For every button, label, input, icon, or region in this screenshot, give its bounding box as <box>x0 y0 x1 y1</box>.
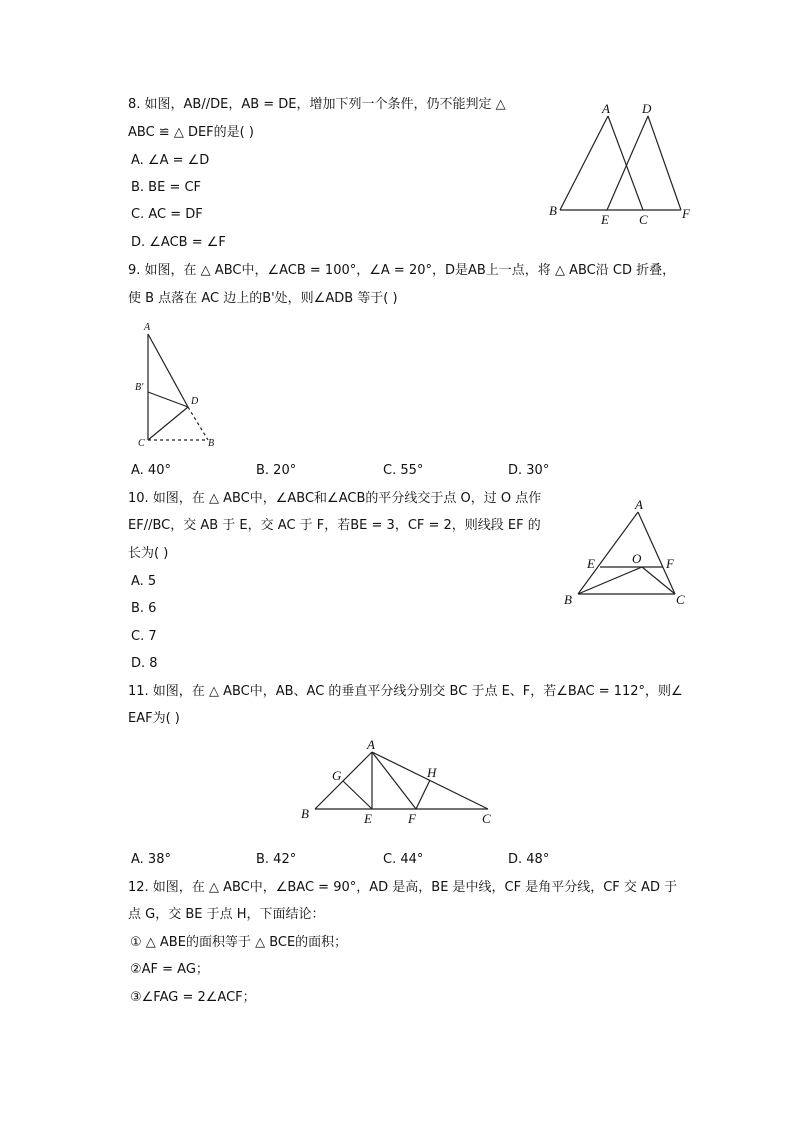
q12-conclusion-3: ③∠FAG = 2∠ACF； <box>130 990 256 1005</box>
q10-option-d: D. 8 <box>131 656 158 671</box>
q10-option-b: B. 6 <box>131 601 157 616</box>
q10-stem-line3: 长为( ) <box>128 546 169 561</box>
q9-option-a: A. 40° <box>131 463 171 478</box>
q11-figure <box>298 734 498 829</box>
q8-stem-line1: 8. 如图，AB//DE，AB = DE，增加下列一个条件，仍不能判定 △ <box>128 97 506 112</box>
q11-stem-line1: 11. 如图，在 △ ABC中，AB、AC 的垂直平分线分别交 BC 于点 E、F，若∠BAC = 112°，则∠ <box>128 684 683 699</box>
q10-stem-line2: EF//BC，交 AB 于 E，交 AC 于 F，若BE = 3，CF = 2，则线段 EF 的 <box>128 518 541 533</box>
q8-label-f: F <box>682 206 690 221</box>
q11-label-b: B <box>301 806 309 821</box>
q9-option-b: B. 20° <box>256 463 297 478</box>
q8-option-d: D. ∠ACB = ∠F <box>131 235 226 250</box>
q11-segment-af <box>372 752 416 809</box>
q12-conclusion-2: ②AF = AG； <box>130 962 209 977</box>
q8-label-e: E <box>601 212 609 227</box>
q12-stem-line2: 点 G，交 BE 于点 H，下面结论： <box>128 907 325 922</box>
q8-segment-ab <box>560 116 608 210</box>
q8-segment-df <box>648 116 681 210</box>
q11-label-a: A <box>367 737 375 752</box>
q11-label-c: C <box>482 811 491 826</box>
q11-option-c: C. 44° <box>383 852 424 867</box>
q8-figure <box>540 96 710 231</box>
q10-label-a: A <box>635 497 643 512</box>
q11-option-d: D. 48° <box>508 852 550 867</box>
q10-label-e: E <box>587 556 595 571</box>
q8-label-a: A <box>602 101 610 116</box>
q12-conclusion-1: ① △ ABE的面积等于 △ BCE的面积； <box>130 935 348 950</box>
q10-label-f: F <box>666 556 674 571</box>
q10-segment-ac <box>638 512 675 594</box>
q11-option-b: B. 42° <box>256 852 297 867</box>
q10-stem-line1: 10. 如图，在 △ ABC中，∠ABC和∠ACB的平分线交于点 O，过 O 点作 <box>128 491 542 506</box>
q9-segment-ad <box>148 334 188 407</box>
q11-stem-line2: EAF为( ) <box>128 711 180 726</box>
q8-option-c: C. AC = DF <box>131 207 203 222</box>
q9-segment-db-dashed <box>188 407 208 440</box>
q11-label-g: G <box>332 768 342 783</box>
q10-label-b: B <box>564 592 572 607</box>
q12-stem-line1: 12. 如图，在 △ ABC中，∠BAC = 90°，AD 是高，BE 是中线，CF 是角平分线，CF 交 AD 于 <box>128 880 678 895</box>
q11-label-e: E <box>364 811 372 826</box>
q10-label-o: O <box>632 551 642 566</box>
q8-label-d: D <box>642 101 652 116</box>
q11-label-h: H <box>427 765 437 780</box>
q11-option-a: A. 38° <box>131 852 171 867</box>
q8-label-b: B <box>549 203 557 218</box>
q10-figure <box>555 496 705 611</box>
q11-segment-ge <box>343 781 372 809</box>
q9-figure <box>130 318 230 453</box>
q9-stem-line2: 使 B 点落在 AC 边上的B'处，则∠ADB 等于( ) <box>128 291 398 306</box>
q10-option-a: A. 5 <box>131 574 157 589</box>
q9-label-b: B <box>208 438 215 449</box>
q9-label-a: A <box>144 322 151 333</box>
q9-stem-line1: 9. 如图，在 △ ABC中，∠ACB = 100°，∠A = 20°，D是AB上一点，将 △ ABC沿 CD 折叠， <box>128 263 676 278</box>
q10-label-c: C <box>676 592 685 607</box>
q8-option-a: A. ∠A = ∠D <box>131 153 210 168</box>
q9-label-d: D <box>191 396 199 407</box>
q9-segment-cd <box>148 407 188 440</box>
q10-segment-oc <box>642 567 675 594</box>
q8-label-c: C <box>639 212 648 227</box>
q9-segment-bpd <box>148 392 188 407</box>
q9-label-b-prime: B' <box>135 382 144 393</box>
q11-segment-hf <box>416 780 430 809</box>
q8-option-b: B. BE = CF <box>131 180 202 195</box>
q11-label-f: F <box>408 811 416 826</box>
q9-label-c: C <box>138 438 145 449</box>
q10-option-c: C. 7 <box>131 629 157 644</box>
q8-stem-line2: ABC ≌ △ DEF的是( ) <box>128 125 254 140</box>
q9-option-c: C. 55° <box>383 463 424 478</box>
q9-option-d: D. 30° <box>508 463 550 478</box>
